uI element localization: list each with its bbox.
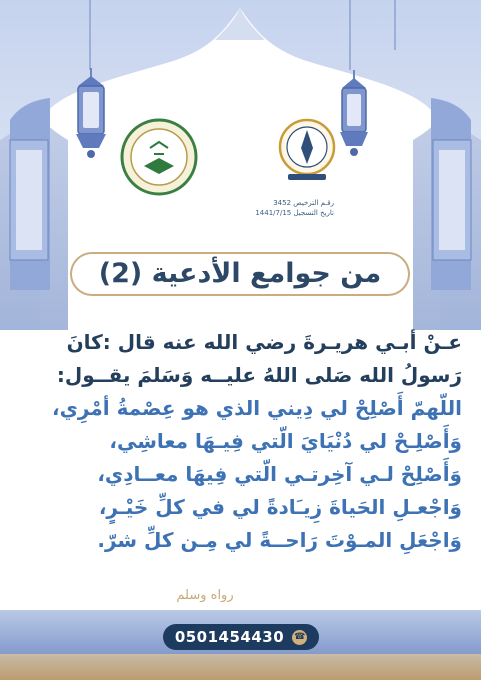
association-logo: [278, 118, 336, 190]
left-lantern-icon: [66, 68, 116, 168]
license-number: رقـم الترخيص 3452: [273, 199, 334, 207]
phone-number[interactable]: 0501454430: [174, 628, 285, 646]
ministry-logo: [120, 118, 198, 196]
footer-stripe: [0, 654, 481, 680]
phone-contact[interactable]: [163, 624, 319, 650]
dua-line: وَأَصْلِحْ لـي آخِرتـي الّتي فِيهَا معــادِي،: [97, 462, 462, 486]
big-left-lantern-icon: [0, 80, 50, 290]
dua-line: وَاجْعـلِ الحَياةَ زِيـَادةً لي في كلِّ خَيْـرٍ،: [98, 495, 462, 519]
page-title: من جوامع الأدعية (2): [98, 258, 382, 289]
dua-line: وَاجْعَلِ المـوْتَ رَاحــةً لي مِـن كلِّ شرّ.: [97, 528, 462, 552]
title-banner: [70, 252, 410, 298]
big-right-lantern-icon: [431, 80, 481, 290]
dua-line: اللّهمّ أَصْلِحْ لي دِيني الذي هو عِصْمةُ أمْرِي،: [52, 396, 462, 420]
hadith-source: رواه وسلم: [176, 588, 234, 603]
dua-line: وَأَصْلِـحْ لي دُنْيَايَ الّتي فِيـهَا معاشِي،: [109, 429, 462, 453]
hadith-text: [22, 326, 462, 557]
phone-icon: ☎: [292, 630, 307, 645]
license-info: [238, 198, 334, 218]
hadith-line: عـنْ أبـي هريـرةَ رضي الله عنه قال :كانَ: [66, 330, 462, 354]
hadith-line: رَسولُ الله صَلى اللهُ عليــه وَسَلمَ يقــول:: [56, 363, 462, 387]
registration-date: تاريخ التسجيل 1441/7/15: [255, 209, 334, 217]
right-lantern-icon: [334, 70, 374, 165]
